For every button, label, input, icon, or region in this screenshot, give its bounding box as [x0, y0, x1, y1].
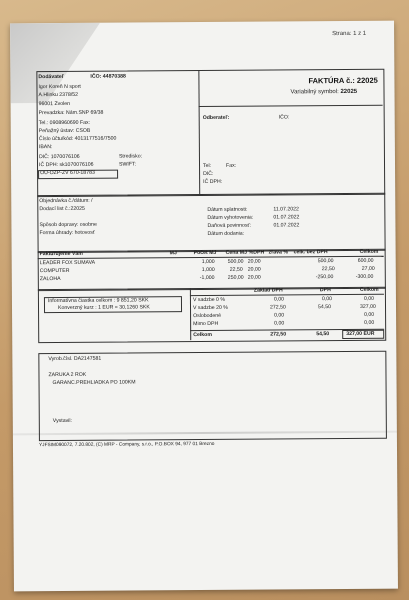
note-vystavil: Vystavil:: [52, 417, 72, 425]
info-line1: Informatívna čiastka celkom : 9 851,20 SKK: [47, 297, 149, 305]
date-label-3: Dátum dodania:: [207, 230, 245, 237]
vat-label: V sadzbe 0 %: [192, 296, 225, 304]
item-qty: 1,000: [201, 266, 215, 274]
vat-dph: 0,00: [321, 296, 333, 303]
invoice-number: 22025: [356, 75, 378, 85]
item-name: COMPUTER: [39, 267, 70, 275]
item-total: 27,00: [361, 265, 375, 272]
item-net: -250,00: [315, 274, 334, 281]
order-uhrada: Forma úhrady: hotovosť: [39, 229, 95, 237]
vat-total: 327,00: [359, 303, 376, 310]
vat-base: 0,00: [274, 312, 285, 319]
variable-symbol: [290, 89, 357, 95]
variable-symbol-value: 22025: [340, 88, 358, 96]
sum-base: 272,50: [270, 331, 287, 338]
vat-base: 272,50: [269, 304, 286, 311]
items-col-price: Cena MJ: [225, 249, 247, 256]
supplier-heading: Dodávateľ: [38, 73, 64, 81]
date-label-2: Daňová povinnosť:: [207, 222, 251, 229]
supplier-tel: Tel.: 0908960690 Fax:: [38, 119, 91, 127]
item-total: -300,00: [355, 273, 374, 280]
date-label-1: Dátum vyhotovenia:: [207, 214, 254, 221]
vat-col-dph: DPH: [319, 287, 331, 294]
order-objednavka: Objednávka č./dátum: /: [39, 197, 93, 205]
items-col-net: celk. bez DPH: [293, 249, 328, 256]
supplier-bank: Peňažný ústav: CSOB: [38, 127, 91, 135]
item-price: 250,00: [227, 274, 244, 281]
note-garancia: GARANC.PREHLIADKA PO 100KM: [52, 379, 136, 387]
vat-base: 0,00: [273, 296, 285, 303]
customer-heading: Odberateľ:: [202, 114, 230, 122]
item-qty: -1,000: [199, 274, 215, 282]
items-col-name: Fakturujeme Vám: [39, 250, 83, 258]
invoice-title: [308, 77, 377, 85]
vat-total: 0,00: [363, 295, 375, 302]
supplier-dic: DIČ: 1070076106: [38, 153, 80, 161]
item-net: 500,00: [317, 258, 334, 265]
supplier-reg: OU-OZP-ZV 670-18783: [40, 169, 95, 177]
vat-total: 0,00: [364, 319, 375, 326]
order-doprava: Spôsob dopravy: osobne: [39, 221, 97, 229]
customer-ico: IČO:: [278, 114, 290, 121]
date-value-1: 01.07.2022: [273, 214, 300, 221]
note-vyrob: Vyrob.čísl. DA2147581: [48, 355, 102, 363]
date-value-2: 01.07.2022: [273, 222, 300, 229]
supplier-account: Číslo účtu/kód: 4013177516/7500: [38, 135, 117, 143]
customer-dic: DIČ:: [203, 170, 214, 178]
supplier-ico: IČO: 44870388: [90, 73, 126, 80]
item-name: LEADER FOX SUMAVA: [39, 259, 96, 267]
vat-dph: 54,50: [317, 304, 332, 311]
note-zaruka: ZARUKA 2 ROK: [48, 371, 87, 379]
item-vat: 20,00: [247, 266, 261, 273]
sum-label: Celkom: [193, 331, 212, 339]
sum-total: 327,00 EUR: [346, 330, 375, 338]
items-col-qty: Počet MJ: [193, 249, 217, 257]
supplier-icdph: IČ DPH: sk1070076106: [38, 161, 94, 169]
supplier-city: 96001 Zvolen: [38, 100, 71, 108]
item-vat: 20,00: [247, 258, 261, 265]
date-label-0: Dátum splatnosti:: [207, 206, 248, 213]
customer-fax: Fax:: [226, 162, 237, 169]
customer-icdph: IČ DPH:: [203, 178, 223, 186]
item-price: 500,00: [227, 258, 244, 265]
customer-tel: Tel:: [203, 162, 212, 170]
item-vat: 20,00: [247, 274, 261, 281]
supplier-iban: IBAN:: [38, 144, 53, 151]
items-col-disc: zľava %: [268, 249, 288, 256]
item-qty: 1,000: [201, 258, 215, 266]
supplier-name: Igor Koreň N sport: [38, 83, 81, 91]
info-line2: Konverzný kurz : 1 EUR = 30,1260 SKK: [57, 304, 150, 312]
supplier-stredisko: Stredisko:: [118, 153, 143, 160]
footer-text: YJFSIM090072, 7.20.802, (C) MRP - Company, s.r.o., P.O.BOX 94, 977 01 Brezno: [38, 441, 215, 449]
date-value-0: 11.07.2022: [273, 206, 299, 213]
items-col-mj: MJ: [169, 250, 177, 257]
supplier-street: A.Hlinku 2378/52: [38, 91, 79, 99]
vat-base: 0,00: [274, 320, 285, 327]
vat-label: Oslobodené: [193, 312, 222, 320]
vat-total: 0,00: [364, 311, 375, 318]
invoice-sheet: [10, 21, 398, 592]
vat-col-base: Základ DPH: [253, 287, 283, 294]
item-net: 22,50: [321, 266, 335, 273]
variable-symbol-label: Variabilný symbol:: [290, 89, 339, 96]
vat-label: Mimo DPH: [193, 320, 219, 328]
sum-dph: 54,50: [316, 331, 330, 338]
page-number: Strana: 1 z 1: [332, 30, 367, 38]
order-dodaci: Dodací list č.:22025: [39, 205, 85, 213]
vat-col-total: Celkom: [359, 286, 379, 293]
items-col-vat: %DPH: [248, 249, 265, 256]
items-col-total: Celkom: [359, 248, 379, 255]
notes-frame: [38, 351, 387, 441]
supplier-swift: SWIFT:: [118, 161, 137, 168]
invoice-title-label: FAKTÚRA č.:: [308, 75, 355, 86]
item-price: 22,50: [229, 266, 243, 273]
supplier-prevadzka: Prevadzka: Nám.SNP 69/38: [38, 109, 104, 117]
vat-label: V sadzbe 20 %: [192, 304, 228, 312]
item-total: 600,00: [357, 257, 374, 264]
item-name: ZALOHA: [39, 276, 61, 283]
